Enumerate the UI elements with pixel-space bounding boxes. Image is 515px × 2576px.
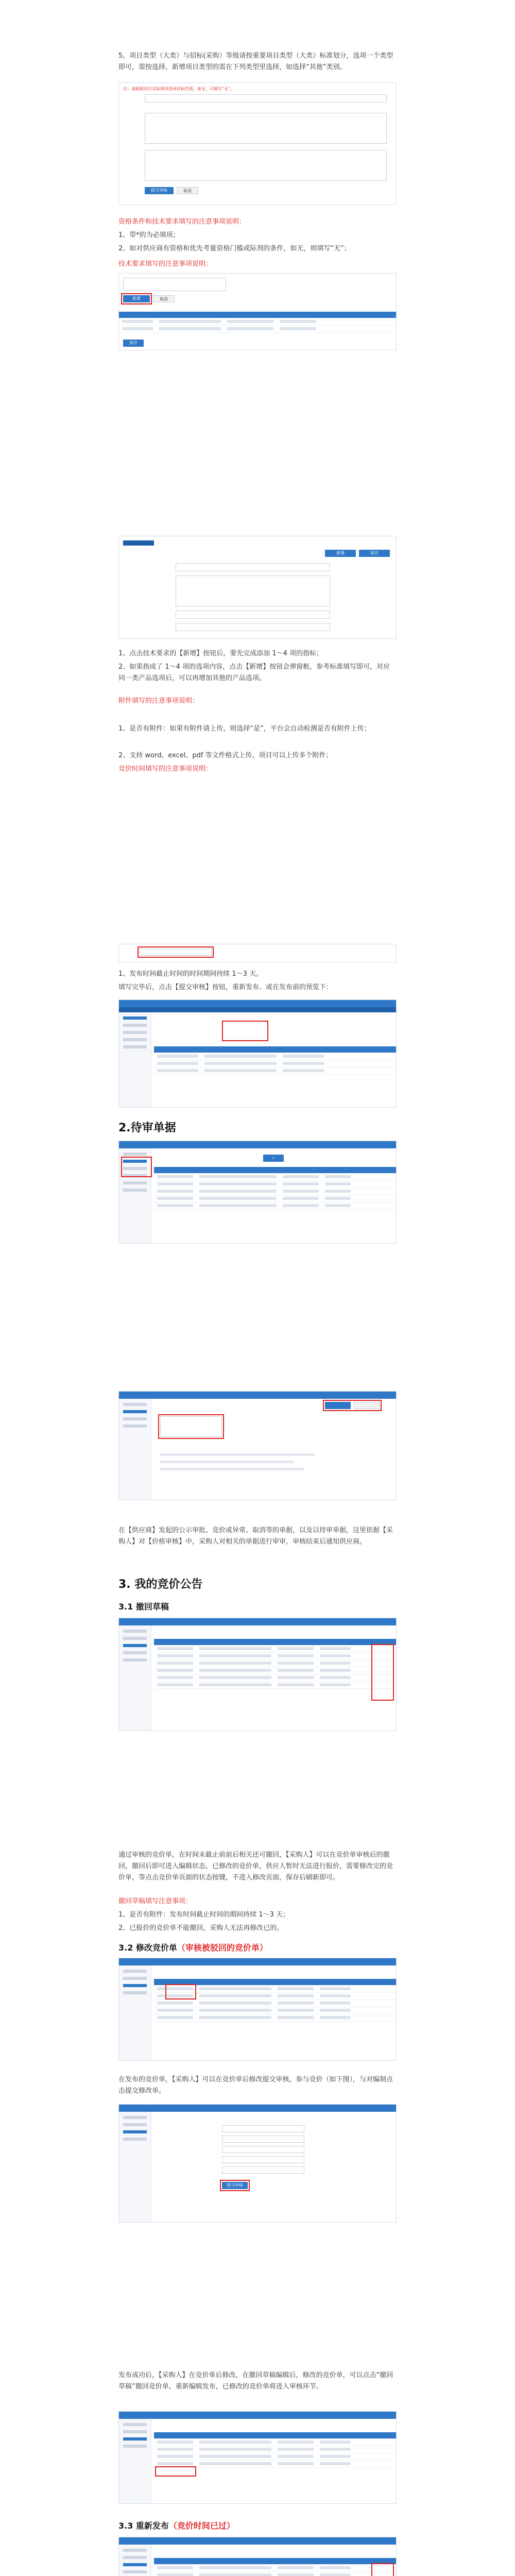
screenshot-tech-table [118,273,397,350]
text-field-1[interactable] [145,94,387,103]
section-2-body: 在【供应商】发起的公示审批、竞价或异常、取消等的单据，以及以待审单据，这里依据【采购人】对【价格审核】中，采购人对相关的单据进行审审，审核结束后通知供应商。 [118,1527,393,1546]
withdraw-warn-1: 1、是否有附件：发布时间截止时间的期间持续 1～3 天； [118,1911,290,1919]
attach-1: 1、是否有附件：如果有附件请上传，则选择“是”，平台会自动检测是否有附件上传； [118,725,371,733]
form-input-3[interactable] [222,2146,304,2153]
submit-button[interactable]: 提交审核 [145,187,174,194]
attach-title: 附件填写的注意事项说明： [118,697,199,705]
section-3-3-heading [118,2519,235,2531]
form-input-2[interactable] [222,2136,304,2143]
screenshot-publish-list [118,999,397,1108]
section-3-2-prefix: 3.2 修改竞价单 [118,1943,177,1953]
publish-table [154,1046,396,1075]
tech-2: 2、如果指成了 1～4 项的选项内容，点击【新增】按钮会弹窗框，参考标准填写即可，对应同一类产品选项后，可以再增加其他的产品选项。 [118,663,390,682]
highlight-box [371,1644,394,1701]
textarea-tech[interactable] [145,150,387,181]
screenshot-deadline-field [118,944,397,962]
highlight-box [155,2466,196,2477]
pending-table [154,1167,396,1210]
section-3-1-heading: 3.1 撤回草稿 [118,1602,169,1612]
search-button[interactable]: ⌕ [263,1155,284,1162]
sidebar [119,2419,151,2503]
screenshot-modify-list [118,1958,397,2061]
deadline-title: 竞价时间填写的注意事项说明： [118,765,213,773]
sidebar [119,1012,151,1107]
dialog-title-bar [123,540,154,546]
highlight-box [371,2563,394,2576]
tech-table [119,312,396,333]
sidebar [119,1625,151,1731]
highlight-box [323,1400,382,1411]
screenshot-pending-list [118,1141,397,1244]
textarea-qualification[interactable] [145,113,387,144]
app-header [119,2537,396,2545]
section-3-2-heading [118,1941,268,1953]
app-header [119,1141,396,1148]
highlight-box [121,1157,152,1177]
submit-note: 填写完毕后，点击【提交审核】按钮，重新发布、或在发布前的预览下： [118,984,333,991]
dialog-input-1[interactable] [176,563,330,571]
section-3-1-body: 通过审核的竞价单，在时间未截止前前后相关还可撤回，【采购人】可以在竞价单审核后的撤回，撤回后即可进入编辑状态，已修改的竞价单，供应人暂时无法进行报价，需要修改完的竞价单，等点击竞价单页面的状态按键，不进入修改页面，保存后刷新即可。 [118,1851,393,1882]
tip-title: 资格条件和技术要求填写的注意事项说明： [118,218,246,226]
tech-1: 1、点击技术要求的【新增】按钮后，要先完成添加 1～4 项的指标； [118,650,323,657]
app-nav [119,1007,396,1012]
dialog-textarea[interactable] [176,575,330,606]
app-header [119,1392,396,1399]
app-header [119,2412,396,2419]
screenshot-republish [118,2537,397,2576]
cancel-button[interactable]: 取消 [177,187,198,194]
bids-table [154,1639,396,1689]
form-input-4[interactable] [222,2156,304,2163]
attach-2: 2、支持 word、excel、pdf 等文件格式上传，项目可以上传多个附件； [118,752,333,759]
tech-title: 技术要求填写的注意事项说明： [118,260,213,268]
tip-2: 2、如对供应商有资格和优先考量资格门槛或际剂的条件，如无，则填写“无”； [118,245,351,252]
modified-table [154,2432,396,2468]
section-3-2-body: 在发布的竞价单，【采购人】可以在竞价单后修改提交审核，参与竞价（如下图），与对编制点击提交修改单。 [118,2076,393,2095]
app-header [119,1958,396,1965]
sidebar [119,1965,151,2060]
sidebar [119,2112,151,2222]
highlight-box [220,2180,250,2191]
highlight-box [158,1414,224,1439]
republish-table [154,2558,396,2576]
app-header [119,1000,396,1007]
form-submit-button[interactable]: 提交审核 [222,2182,248,2189]
withdraw-warn-title: 撤回草稿填写注意事项： [118,1897,193,1905]
dialog-add-button[interactable]: 新增 [325,550,356,557]
add-button[interactable]: 新增 [123,295,150,302]
section-2-heading: 2.待审单据 [118,1122,176,1134]
section-3-2-body-2: 发布成功后，【采购人】在竞价单后修改，在撤回草稿编辑后，修改的竞价单，可以点击“撤回草稿”撤回竞价单，重新编辑发布，已修改的竞价单将进入审核环节。 [118,2371,393,2391]
item-5-text: 5、项目类型（大类）与招标(采购）等级请按重要项目类型（大类）标准划分，选项一个类型即可，需按选择，新增项目类型的需在下列类型里选择，如选择“其他”类别。 [118,52,393,71]
dialog-save-button[interactable]: 保存 [359,550,390,557]
tip-1: 1、带*的为必填项； [118,231,180,239]
section-3-heading: 3. 我的竞价公告 [118,1578,203,1591]
sidebar [119,2545,151,2576]
app-header [119,1618,396,1625]
form-input-1[interactable] [222,2125,304,2132]
screenshot-modify-form [118,2104,397,2223]
highlight-box [138,946,214,958]
sidebar [119,1399,151,1500]
withdraw-warn-2: 2、已报价的竞价单不能撤回，采购人无法再修改已的。 [118,1924,284,1932]
screenshot-tech-dialog [118,536,397,639]
highlight-box [121,293,152,304]
table-row [119,318,396,326]
highlight-box [222,1021,268,1041]
screenshot-modified-list [118,2411,397,2504]
table-header [119,312,396,318]
screenshot-basic-form [118,82,397,205]
section-3-3-prefix: 3.3 重新发布 [118,2521,169,2531]
app-header [119,2105,396,2112]
table-row [119,326,396,333]
cancel-button-2[interactable]: 取消 [153,295,175,302]
form-input-5[interactable] [222,2166,304,2174]
dialog-input-3[interactable] [176,623,330,631]
screenshot-my-bids [118,1618,397,1731]
deadline-1: 1、发布时间截止时间的时间期间持续 1～3 天。 [118,970,263,978]
form-note: 注：请根据项目实际情况选择投标性质，如无，可填写“无”。 [123,87,235,91]
save-button[interactable]: 保存 [123,340,144,347]
section-3-3-suffix: （竞价时间已过） [168,2521,235,2531]
tech-input[interactable] [123,278,226,291]
screenshot-review-detail [118,1391,397,1500]
dialog-input-2[interactable] [176,611,330,619]
highlight-box [165,1984,196,1999]
section-3-2-suffix: （审核被驳回的竞价单） [177,1943,268,1953]
